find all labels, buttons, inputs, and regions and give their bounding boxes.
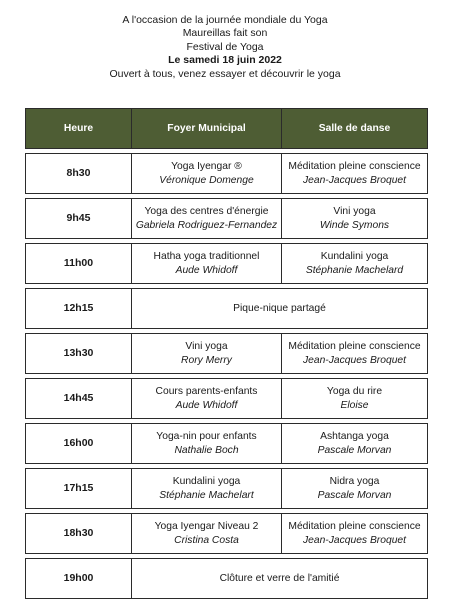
session-teacher: Cristina Costa [174,534,239,546]
session-teacher: Véronique Domenge [159,174,254,186]
table-row [26,424,428,464]
table-row [26,244,428,284]
header-foyer-municipal: Foyer Municipal [132,109,282,149]
session-title: Ashtanga yoga [320,431,389,442]
session-teacher: Jean-Jacques Broquet [302,174,407,186]
slot-time: 13h30 [26,334,132,374]
foyer-session [132,379,282,419]
session-teacher: Aude Whidoff [175,399,238,411]
salle-session [282,244,428,284]
table-row [26,514,428,554]
foyer-session [132,334,282,374]
table-row [26,559,428,599]
slot-time: 12h15 [26,289,132,329]
header-time: Heure [26,109,132,149]
salle-session [282,334,428,374]
slot-time: 17h15 [26,469,132,509]
intro-line-occasion: A l'occasion de la journée mondiale du Yoga [122,14,328,26]
session-title: Méditation pleine conscience [288,521,421,532]
session-title: Nidra yoga [329,476,380,487]
intro-line-date: Le samedi 18 juin 2022 [168,54,282,67]
foyer-session [132,244,282,284]
session-teacher: Gabriela Rodriguez-Fernandez [135,219,278,231]
session-title: Yoga du rire [326,386,383,397]
table-row [26,289,428,329]
session-title: Kundalini yoga [172,476,241,487]
salle-session [282,424,428,464]
salle-session [282,379,428,419]
slot-time: 16h00 [26,424,132,464]
session-teacher: Pascale Morvan [317,489,392,501]
shared-session: Clôture et verre de l'amitié [132,559,428,599]
session-teacher: Nathalie Boch [174,444,239,456]
session-teacher: Aude Whidoff [175,264,238,276]
session-title: Cours parents-enfants [155,386,258,397]
table-row [26,154,428,194]
foyer-session [132,469,282,509]
table-row [26,469,428,509]
session-teacher: Jean-Jacques Broquet [302,534,407,546]
session-title: Yoga-nin pour enfants [156,431,257,442]
session-title: Yoga Iyengar ® [171,161,242,172]
intro-block [0,14,450,81]
slot-time: 11h00 [26,244,132,284]
salle-session [282,469,428,509]
session-teacher: Stéphanie Machelard [305,264,404,276]
schedule-table [25,108,428,599]
foyer-session [132,154,282,194]
session-teacher: Pascale Morvan [317,444,392,456]
foyer-session [132,514,282,554]
salle-session [282,199,428,239]
table-row [26,379,428,419]
intro-line-town: Maureillas fait son [182,27,268,40]
session-title: Kundalini yoga [320,251,389,262]
session-teacher: Rory Merry [181,354,232,366]
slot-time: 14h45 [26,379,132,419]
session-title: Yoga des centres d'énergie [144,206,269,217]
session-teacher: Winde Symons [319,219,390,231]
session-title: Vini yoga [333,206,376,217]
session-title: Yoga Iyengar Niveau 2 [154,521,259,532]
foyer-session [132,199,282,239]
session-title: Méditation pleine conscience [288,161,421,172]
intro-line-invitation: Ouvert à tous, venez essayer et découvrir le yoga [109,67,341,80]
slot-time: 9h45 [26,199,132,239]
session-title: Méditation pleine conscience [288,341,421,352]
session-teacher: Jean-Jacques Broquet [302,354,407,366]
session-teacher: Stéphanie Machelart [159,489,254,501]
schedule-header-row [26,109,428,149]
slot-time: 18h30 [26,514,132,554]
intro-line-festival: Festival de Yoga [186,40,264,53]
salle-session [282,514,428,554]
foyer-session [132,424,282,464]
header-salle-de-danse: Salle de danse [282,109,428,149]
session-title: Hatha yoga traditionnel [153,251,260,262]
slot-time: 19h00 [26,559,132,599]
table-row [26,199,428,239]
salle-session [282,154,428,194]
shared-session: Pique-nique partagé [132,289,428,329]
slot-time: 8h30 [26,154,132,194]
session-teacher: Eloise [340,399,369,411]
table-row [26,334,428,374]
session-title: Vini yoga [185,341,228,352]
